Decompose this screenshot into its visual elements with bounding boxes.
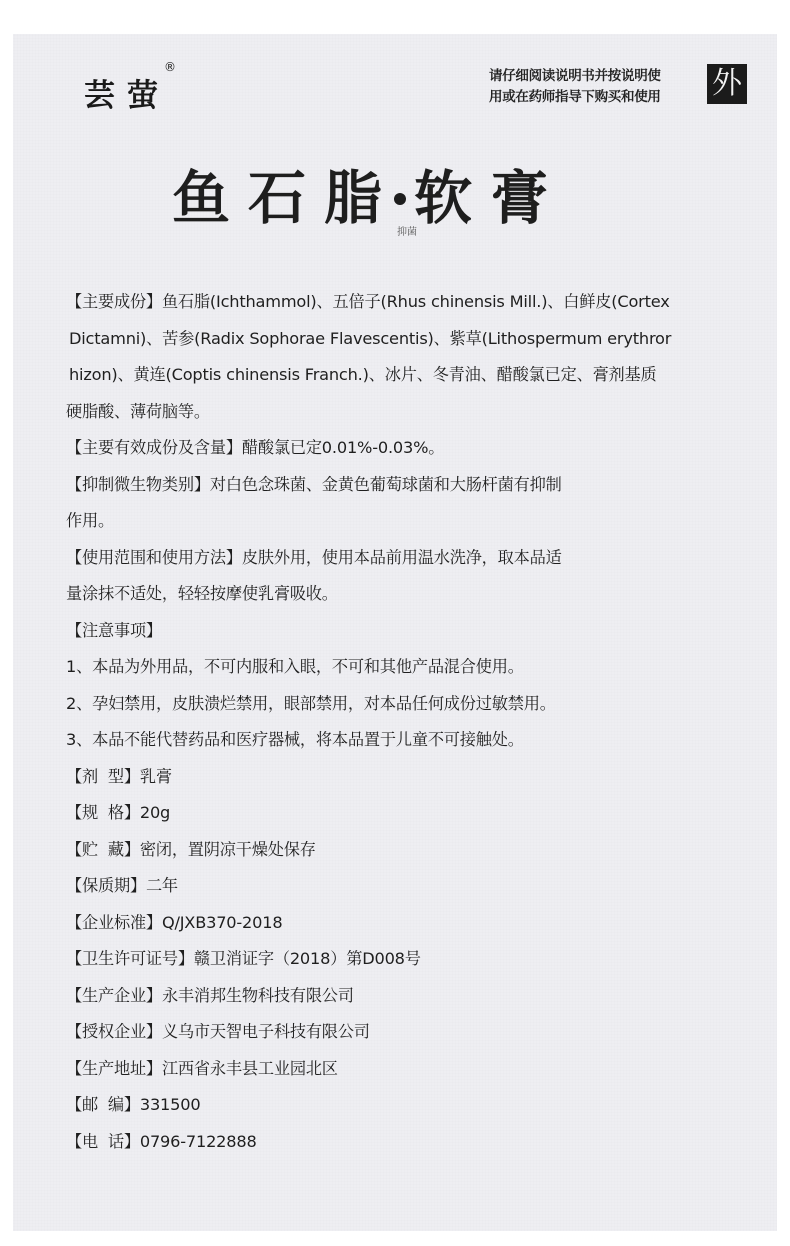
brand-name: 芸萤 bbox=[84, 78, 170, 114]
title-char: 脂 bbox=[324, 164, 383, 232]
spec-value: 乳膏 bbox=[139, 766, 172, 786]
spec-value: Q/JXB370-2018 bbox=[161, 912, 283, 932]
spec-standard bbox=[66, 905, 726, 942]
title-char: 软 bbox=[414, 164, 473, 232]
spec-value: 赣卫消证字（2018）第D008号 bbox=[193, 949, 421, 968]
registered-mark: ® bbox=[164, 60, 176, 74]
ingredients-text: 鱼石脂(Ichthammol)、五倍子(Rhus chinensis Mill.)、白鲜皮(Cortex bbox=[161, 292, 670, 311]
spec-label: 【规 格】 bbox=[66, 803, 140, 822]
usage-line-2: 量涂抹不适处，轻轻按摩使乳膏吸收。 bbox=[66, 584, 338, 603]
leaflet-body bbox=[66, 284, 726, 1160]
spec-value: 义乌市天智电子科技有限公司 bbox=[161, 1022, 370, 1041]
active-value: 醋酸氯已定0.01%-0.03%。 bbox=[241, 438, 445, 457]
microbes-line-1 bbox=[66, 467, 726, 504]
spec-value: 20g bbox=[139, 803, 171, 822]
spec-manufacturer bbox=[66, 978, 726, 1015]
microbes-line-2: 作用。 bbox=[66, 511, 114, 530]
spec-size bbox=[66, 795, 726, 832]
external-use-badge: 外 bbox=[707, 64, 747, 104]
spec-value: 331500 bbox=[139, 1095, 201, 1114]
title-separator-dot bbox=[394, 193, 406, 205]
title-subnote: 抑菌 bbox=[397, 227, 417, 238]
usage-notice bbox=[489, 66, 699, 108]
active-label: 【主要有效成份及含量】 bbox=[66, 438, 242, 457]
caution-item: 1、本品为外用品，不可内服和入眼，不可和其他产品混合使用。 bbox=[66, 657, 524, 676]
title-char: 石 bbox=[248, 164, 307, 232]
spec-storage bbox=[66, 832, 726, 869]
caution-item: 3、本品不能代替药品和医疗器械，将本品置于儿童不可接触处。 bbox=[66, 730, 524, 749]
spec-shelf-life bbox=[66, 868, 726, 905]
notice-line-1: 请仔细阅读说明书并按说明使 bbox=[489, 68, 661, 84]
spec-label: 【保质期】 bbox=[66, 876, 146, 895]
notice-line-2: 用或在药师指导下购买和使用 bbox=[489, 89, 661, 105]
title-char: 鱼 bbox=[172, 164, 231, 232]
title-char: 膏 bbox=[490, 164, 549, 232]
spec-value: 0796-7122888 bbox=[139, 1131, 257, 1151]
microbes-label: 【抑制微生物类别】 bbox=[66, 474, 210, 494]
spec-label: 【卫生许可证号】 bbox=[66, 949, 194, 968]
spec-label: 【生产地址】 bbox=[66, 1058, 162, 1078]
usage-text: 皮肤外用，使用本品前用温水洗净，取本品适 bbox=[241, 547, 562, 567]
ingredients-line-3: hizon)、黄连(Coptis chinensis Franch.)、冰片、冬青油、醋酸氯已定、膏剂基质 bbox=[69, 365, 657, 384]
spec-label: 【授权企业】 bbox=[66, 1022, 162, 1041]
spec-authorized bbox=[66, 1014, 726, 1051]
ingredients-line-2: Dictamni)、苦参(Radix Sophorae Flavescentis)、紫草(Lithospermum erythror bbox=[69, 328, 672, 348]
spec-value: 密闭，置阴凉干燥处保存 bbox=[139, 839, 316, 859]
usage-line-1 bbox=[66, 540, 726, 577]
spec-label: 【贮 藏】 bbox=[66, 839, 140, 859]
spec-address bbox=[66, 1051, 726, 1088]
ingredients-label: 【主要成份】 bbox=[66, 292, 162, 311]
spec-value: 二年 bbox=[145, 876, 178, 895]
spec-label: 【电 话】 bbox=[66, 1131, 140, 1151]
spec-label: 【企业标准】 bbox=[66, 912, 162, 932]
spec-postcode bbox=[66, 1087, 726, 1124]
spec-label: 【生产企业】 bbox=[66, 985, 162, 1005]
spec-value: 江西省永丰县工业园北区 bbox=[161, 1058, 338, 1078]
spec-license bbox=[66, 941, 726, 978]
ingredients-line-1 bbox=[66, 284, 726, 321]
spec-label: 【邮 编】 bbox=[66, 1095, 140, 1114]
caution-item: 2、孕妇禁用，皮肤溃烂禁用，眼部禁用，对本品任何成份过敏禁用。 bbox=[66, 693, 556, 713]
active-ingredient-line bbox=[66, 430, 726, 467]
spec-phone bbox=[66, 1124, 726, 1161]
usage-label: 【使用范围和使用方法】 bbox=[66, 547, 242, 567]
microbes-text: 对白色念珠菌、金黄色葡萄球菌和大肠杆菌有抑制 bbox=[209, 474, 562, 494]
spec-dosage-form bbox=[66, 759, 726, 796]
cautions-label: 【注意事项】 bbox=[66, 620, 162, 640]
spec-label: 【剂 型】 bbox=[66, 766, 140, 786]
spec-value: 永丰消邦生物科技有限公司 bbox=[161, 985, 354, 1005]
product-title bbox=[172, 158, 566, 238]
ingredients-line-4: 硬脂酸、薄荷脑等。 bbox=[66, 401, 210, 421]
brand-logo bbox=[84, 60, 176, 115]
